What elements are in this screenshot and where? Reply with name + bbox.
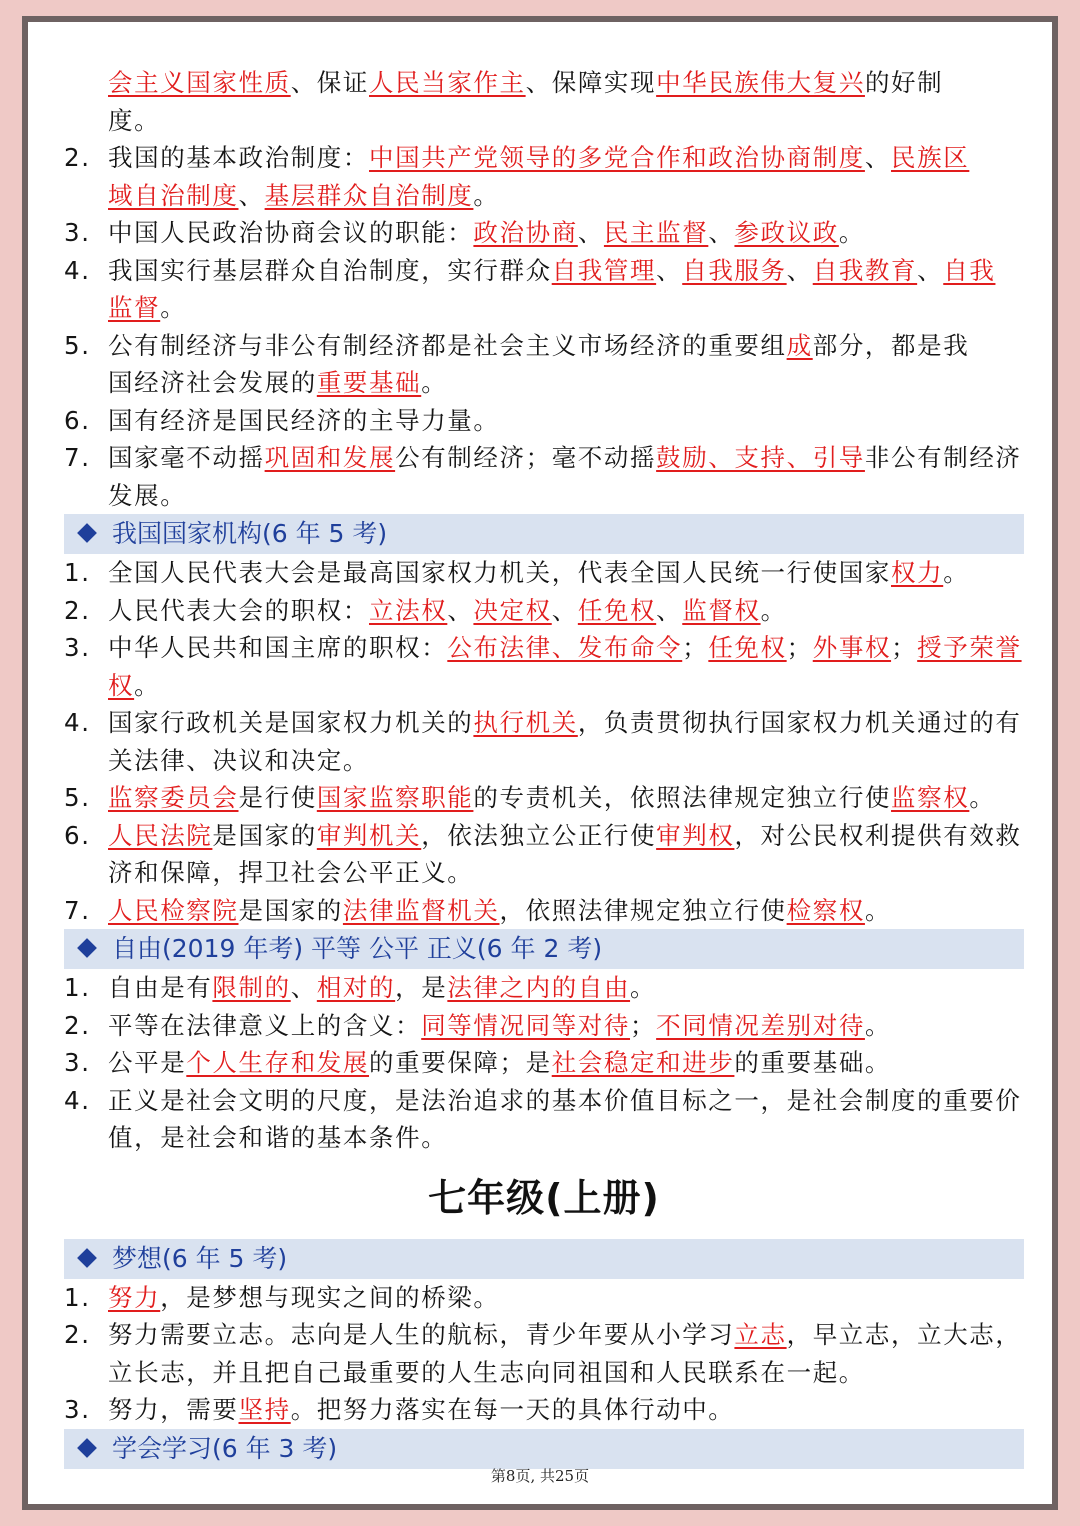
key-term: 坚持	[238, 1395, 291, 1424]
key-term: 法律之内的自由	[447, 973, 631, 1002]
line-text: 。	[134, 670, 161, 700]
key-term: 决定权	[473, 595, 552, 625]
line-text: 度。	[108, 105, 161, 135]
line-text: ，依照法律规定独立行使	[499, 895, 787, 925]
text-line	[64, 289, 1024, 327]
line-text: 人民代表大会的职权：	[108, 595, 369, 625]
key-term: 监督权	[682, 595, 761, 625]
line-text: 、	[238, 180, 265, 210]
line-text: 。	[630, 973, 657, 1002]
key-term: 同等情况同等对待	[421, 1010, 631, 1040]
line-text: 是国家的	[238, 895, 343, 925]
text-line	[64, 1391, 1024, 1429]
line-text: 正义是社会文明的尺度，是法治追求的基本价值目标之一，是社会制度的重要价	[108, 1085, 1022, 1115]
key-term: 中国共产党领导的多党合作和政治协商制度	[369, 143, 865, 172]
line-text: 。	[760, 595, 787, 625]
line-text: 、	[786, 255, 813, 285]
key-term: 人民检察院	[108, 895, 239, 925]
text-line	[64, 139, 1024, 177]
text-line	[64, 742, 1024, 780]
document-page	[28, 22, 1052, 1504]
section-heading-learning	[64, 1429, 1024, 1469]
section-heading-text: 我国国家机构(6 年 5 考)	[112, 519, 388, 548]
line-text: 、	[577, 218, 604, 247]
line-text: 的专责机关，依照法律规定独立行使	[473, 783, 892, 812]
key-term: 限制的	[212, 973, 291, 1002]
text-line	[64, 704, 1024, 742]
text-line	[64, 1316, 1024, 1354]
line-text: 平等在法律意义上的含义：	[108, 1010, 422, 1040]
key-term: 任免权	[708, 633, 787, 662]
key-term: 审判机关	[316, 820, 422, 850]
diamond-bullet-icon	[77, 523, 97, 543]
text-line	[64, 854, 1024, 892]
item-number: 4.	[64, 708, 91, 737]
line-text: 、	[864, 143, 892, 172]
line-text: 部分，都是我	[812, 330, 970, 360]
line-text: 国有经济是国民经济的主导力量。	[108, 405, 500, 435]
diamond-bullet-icon	[77, 938, 97, 958]
line-text: 公平是	[108, 1048, 187, 1077]
item-number: 3.	[64, 633, 91, 662]
text-line	[64, 1119, 1024, 1157]
item-number: 7.	[64, 443, 91, 472]
line-text: 国经济社会发展的	[108, 368, 317, 397]
text-line	[64, 629, 1024, 667]
text-line	[64, 402, 1024, 440]
line-text: 、	[708, 218, 735, 247]
key-term: 自我教育	[812, 255, 918, 285]
text-line	[64, 892, 1024, 930]
line-text: 、	[656, 255, 683, 285]
line-text: 。	[838, 218, 865, 247]
key-term: 不同情况差别对待	[656, 1010, 865, 1040]
key-term: 参政议政	[734, 218, 839, 247]
text-line	[64, 779, 1024, 817]
item-number: 2.	[64, 595, 91, 625]
item-number: 4.	[64, 255, 91, 285]
key-term: 自我	[943, 255, 996, 285]
key-term: 成	[786, 330, 813, 360]
text-line	[64, 969, 1024, 1007]
list-block-politics	[64, 64, 1024, 514]
line-text: 立长志，并且把自己最重要的人生志向同祖国和人民联系在一起。	[108, 1357, 865, 1387]
text-line	[64, 667, 1024, 705]
line-text: 。	[864, 895, 892, 925]
grade-title: 七年级(上册)	[428, 1175, 660, 1220]
item-number: 6.	[64, 405, 91, 435]
line-text: 。	[421, 368, 448, 397]
key-term: 域自治制度	[108, 180, 239, 210]
text-line	[64, 592, 1024, 630]
key-term: 法律监督机关	[342, 895, 500, 925]
line-text: 的重要保障；是	[369, 1048, 552, 1077]
item-number: 1.	[64, 1282, 91, 1312]
line-text: ；	[786, 633, 813, 662]
key-term: 努力	[108, 1282, 161, 1312]
text-line	[64, 214, 1024, 252]
key-term: 权力	[891, 558, 944, 587]
page-number: 第8页, 共25页	[490, 1467, 590, 1485]
line-text: 。	[943, 558, 970, 587]
text-line	[64, 1279, 1024, 1317]
key-term: 监督	[108, 293, 161, 322]
key-term: 民族区	[891, 143, 970, 172]
line-text: 、	[290, 973, 317, 1002]
line-text: 国家行政机关是国家权力机关的	[108, 708, 474, 737]
text-line	[64, 554, 1024, 592]
line-text: 发展。	[108, 480, 187, 510]
line-text: 、	[447, 595, 474, 625]
key-term: 监察委员会	[108, 783, 239, 812]
line-text: 关法律、决议和决定。	[108, 745, 369, 775]
line-text: 努力需要立志。志向是人生的航标，青少年要从小学习	[108, 1320, 735, 1349]
line-text: 、保障实现	[525, 68, 657, 97]
line-text: 济和保障，捍卫社会公平正义。	[108, 858, 474, 887]
section-heading-text: 自由(2019 年考) 平等 公平 正义(6 年 2 考)	[112, 934, 603, 963]
key-term: 人民当家作主	[369, 68, 526, 97]
text-line	[64, 1082, 1024, 1120]
line-text: ，是梦想与现实之间的桥梁。	[160, 1282, 500, 1312]
item-number: 6.	[64, 820, 91, 850]
text-line	[64, 439, 1024, 477]
item-number: 1.	[64, 973, 91, 1002]
text-line	[64, 177, 1024, 215]
line-text: 中国人民政治协商会议的职能：	[108, 218, 474, 247]
line-text: 我国实行基层群众自治制度，实行群众	[108, 255, 552, 285]
line-text: 我国的基本政治制度：	[108, 143, 369, 172]
line-text: 中华人民共和国主席的职权：	[108, 633, 448, 662]
line-text: 值，是社会和谐的基本条件。	[108, 1123, 448, 1152]
line-text: 努力，需要	[108, 1395, 239, 1424]
key-term: 自我管理	[551, 255, 657, 285]
key-term: 巩固和发展	[264, 443, 396, 472]
key-term: 任免权	[577, 595, 657, 625]
key-term: 检察权	[786, 895, 865, 925]
line-text: 。	[160, 293, 187, 322]
list-block-freedom-equality	[64, 969, 1024, 1157]
line-text: 。	[864, 1010, 892, 1040]
key-term: 重要基础	[316, 368, 422, 397]
item-number: 5.	[64, 330, 91, 360]
line-text: 公有制经济；毫不动摇	[395, 443, 657, 472]
item-number: 1.	[64, 558, 91, 587]
section-heading-text: 梦想(6 年 5 考)	[112, 1243, 288, 1273]
text-line	[64, 252, 1024, 290]
key-term: 监察权	[891, 783, 970, 812]
item-number: 5.	[64, 783, 91, 812]
item-number: 7.	[64, 895, 91, 925]
text-line	[64, 817, 1024, 855]
line-text: 、	[551, 595, 578, 625]
line-text: 。把努力落实在每一天的具体行动中。	[290, 1395, 735, 1424]
key-term: 鼓励、支持、引导	[656, 443, 865, 472]
list-block-state-organs	[64, 554, 1024, 929]
text-line	[64, 1007, 1024, 1045]
section-heading-state-organs	[64, 514, 1024, 554]
key-term: 政治协商	[473, 218, 578, 247]
key-term: 立法权	[369, 595, 448, 625]
line-text: 、	[917, 255, 944, 285]
page-content	[64, 64, 1024, 1469]
key-term: 国家监察职能	[316, 783, 474, 812]
item-number: 2.	[64, 1320, 91, 1349]
list-block-dream	[64, 1279, 1024, 1429]
section-heading-text: 学会学习(6 年 3 考)	[112, 1433, 338, 1463]
diamond-bullet-icon	[77, 1438, 97, 1458]
line-text: 、保证	[290, 68, 370, 97]
key-term: 民主监督	[603, 218, 709, 247]
key-term: 立志	[734, 1320, 787, 1349]
line-text: 非公有制经济	[864, 443, 1022, 472]
key-term: 中华民族伟大复兴	[656, 68, 865, 97]
key-term: 基层群众自治制度	[264, 180, 474, 210]
line-text: 的重要基础。	[734, 1048, 892, 1077]
diamond-bullet-icon	[77, 1248, 97, 1268]
key-term: 审判权	[656, 820, 735, 850]
item-number: 2.	[64, 1010, 91, 1040]
page-frame	[22, 16, 1058, 1510]
text-line	[64, 1354, 1024, 1392]
section-heading-dream	[64, 1239, 1024, 1279]
item-number: 2.	[64, 143, 91, 172]
text-line	[64, 1044, 1024, 1082]
text-line	[64, 64, 1024, 102]
line-text: 国家毫不动摇	[108, 443, 265, 472]
text-line	[64, 477, 1024, 515]
line-text: 自由是有	[108, 973, 213, 1002]
key-term: 会主义国家性质	[108, 68, 291, 97]
line-text: 。	[473, 180, 500, 210]
item-number: 3.	[64, 1048, 91, 1077]
line-text: 、	[656, 595, 683, 625]
line-text: ，是	[395, 973, 448, 1002]
key-term: 外事权	[812, 633, 892, 662]
key-term: 执行机关	[473, 708, 578, 737]
key-term: 个人生存和发展	[186, 1048, 370, 1077]
line-text: 是国家的	[212, 820, 317, 850]
item-number: 3.	[64, 1395, 91, 1424]
key-term: 公布法律、发布命令	[447, 633, 683, 662]
text-line	[64, 327, 1024, 365]
line-text: ，早立志，立大志，	[786, 1320, 1022, 1349]
line-text: 的好制	[864, 68, 944, 97]
line-text: ；	[891, 633, 918, 662]
item-number: 3.	[64, 218, 91, 247]
key-term: 权	[108, 670, 135, 700]
line-text: 全国人民代表大会是最高国家权力机关，代表全国人民统一行使国家	[108, 558, 891, 587]
line-text: 。	[969, 783, 996, 812]
line-text: ；	[630, 1010, 657, 1040]
line-text: ，负责贯彻执行国家权力机关通过的有	[577, 708, 1022, 737]
line-text: ，依法独立公正行使	[421, 820, 657, 850]
text-line	[64, 364, 1024, 402]
key-term: 社会稳定和进步	[551, 1048, 735, 1077]
text-line	[64, 102, 1024, 140]
line-text: 公有制经济与非公有制经济都是社会主义市场经济的重要组	[108, 330, 787, 360]
item-number: 4.	[64, 1085, 91, 1115]
key-term: 人民法院	[108, 820, 213, 850]
line-text: ；	[682, 633, 709, 662]
key-term: 自我服务	[682, 255, 787, 285]
line-text: ，对公民权利提供有效救	[734, 820, 1022, 850]
section-heading-freedom-equality	[64, 929, 1024, 969]
key-term: 相对的	[316, 973, 396, 1002]
key-term: 授予荣誉	[917, 633, 1022, 662]
line-text: 是行使	[238, 783, 317, 812]
